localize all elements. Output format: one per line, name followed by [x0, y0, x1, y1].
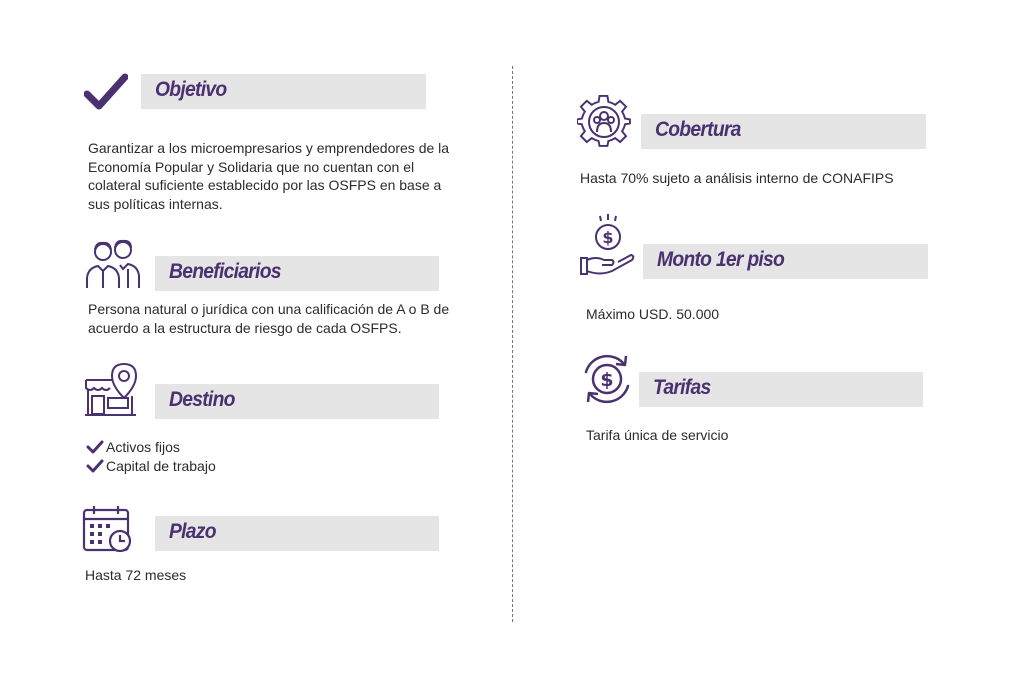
svg-text:$: $	[602, 228, 614, 247]
hand-coin-icon	[578, 212, 638, 278]
monto-text: Máximo USD. 50.000	[586, 306, 720, 322]
section-header-monto	[643, 244, 928, 279]
section-header-beneficiarios	[155, 256, 439, 291]
section-header-destino	[155, 384, 439, 419]
list-item-label: Capital de trabajo	[106, 457, 216, 474]
section-title: Monto 1er piso	[657, 248, 785, 271]
tarifas-text: Tarifa única de servicio	[586, 427, 729, 443]
cobertura-text: Hasta 70% sujeto a análisis interno de CONAFIPS	[580, 170, 894, 186]
section-title: Objetivo	[155, 78, 227, 101]
destino-list	[86, 438, 216, 475]
store-location-icon	[84, 360, 144, 418]
check-icon	[84, 72, 128, 112]
list-item	[86, 438, 216, 457]
people-icon	[84, 238, 142, 290]
dollar-cycle-icon	[580, 352, 634, 406]
check-icon	[86, 459, 104, 473]
plazo-text: Hasta 72 meses	[85, 567, 187, 583]
objetivo-text: Garantizar a los microempresarios y emprendedores de la Economía Popular y Solidaria que no cuentan con el colateral suficiente establecido por las OSFPS en base a sus políticas internas.	[88, 140, 450, 212]
section-title: Tarifas	[653, 376, 711, 399]
section-header-objetivo	[141, 74, 426, 109]
check-icon	[86, 440, 104, 454]
beneficiarios-text: Persona natural o jurídica con una calificación de A o B de acuerdo a la estructura de riesgo de cada OSFPS.	[88, 301, 450, 336]
svg-text:$: $	[600, 369, 614, 391]
list-item-label: Activos fijos	[106, 439, 180, 455]
section-title: Beneficiarios	[169, 260, 281, 283]
calendar-clock-icon	[82, 504, 134, 554]
section-header-tarifas	[639, 372, 923, 407]
section-title: Plazo	[169, 520, 216, 543]
section-title: Cobertura	[655, 118, 741, 141]
section-title: Destino	[169, 388, 235, 411]
section-header-cobertura	[641, 114, 926, 149]
column-divider	[512, 66, 513, 622]
list-item	[86, 457, 216, 476]
section-header-plazo	[155, 516, 439, 551]
gear-people-icon	[577, 95, 631, 149]
